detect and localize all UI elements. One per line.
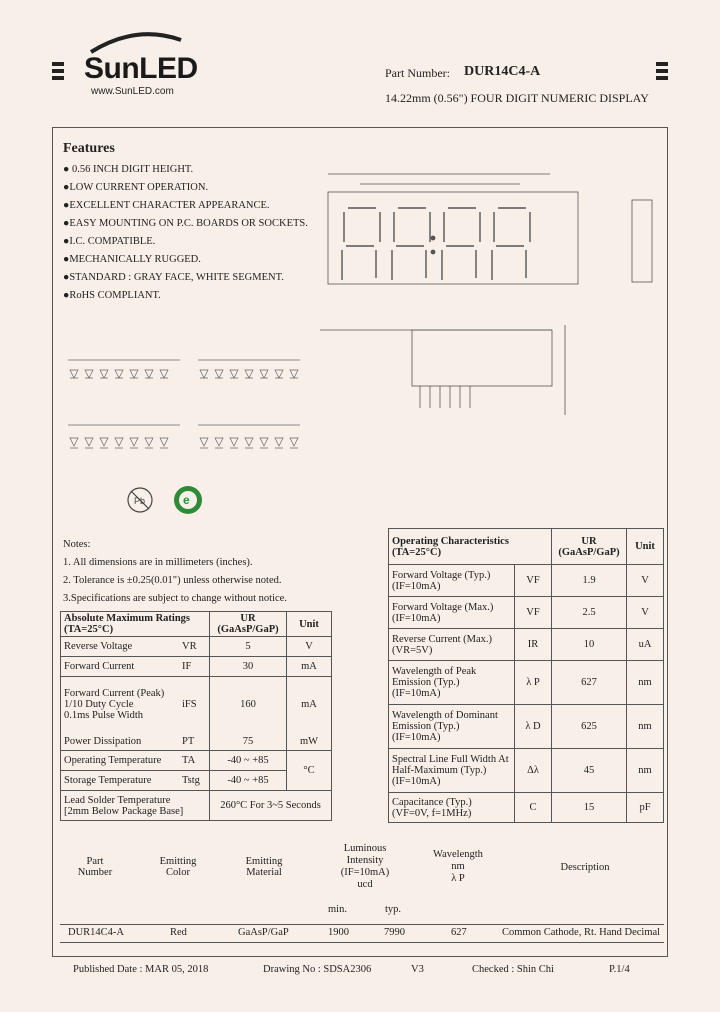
feature-item: ●I.C. COMPATIBLE. — [63, 236, 156, 247]
abs-sym: TA — [179, 751, 210, 771]
op-unit: V — [627, 565, 664, 597]
abs-sym: VR — [179, 637, 210, 657]
abs-col-unit: Unit — [287, 612, 332, 637]
product-table-divider — [60, 924, 664, 925]
abs-val: 30 — [210, 657, 287, 677]
abs-val: -40 ~ +85 — [210, 751, 287, 771]
abs-unit: mW — [287, 733, 332, 751]
op-param: Forward Voltage (Max.) (IF=10mA) — [389, 597, 515, 629]
op-sym: λ D — [515, 705, 552, 749]
abs-unit: °C — [287, 751, 332, 791]
feature-item: ●RoHS COMPLIANT. — [63, 290, 161, 301]
solder-val: 260°C For 3~5 Seconds — [210, 791, 332, 821]
col-description: Description — [560, 862, 610, 873]
abs-sym: IF — [179, 657, 210, 677]
corner-mark — [656, 69, 668, 73]
product-part: DUR14C4-A — [68, 927, 125, 938]
logo-arc-icon — [86, 28, 186, 54]
op-param: Wavelength of Dominant Emission (Typ.) (IF=10mA) — [389, 705, 515, 749]
abs-val: 5 — [210, 637, 287, 657]
feature-item: ●EASY MOUNTING ON P.C. BOARDS OR SOCKETS. — [63, 218, 308, 229]
logo-text: SunLED — [84, 52, 198, 85]
product-description: Common Cathode, Rt. Hand Decimal — [502, 927, 661, 938]
col-part-number: Part Number — [77, 856, 113, 878]
col-typ: typ. — [385, 904, 402, 915]
col-wavelength: Wavelength nm λ P — [433, 849, 483, 884]
product-wavelength: 627 — [451, 927, 467, 938]
corner-mark — [656, 76, 668, 80]
note-item: 3.Specifications are subject to change without notice. — [63, 593, 287, 604]
corner-mark — [52, 69, 64, 73]
product-typ: 7990 — [384, 927, 405, 938]
logo-url: www.SunLED.com — [91, 86, 174, 97]
abs-unit: mA — [287, 677, 332, 733]
rohs-icon — [172, 484, 204, 516]
col-min: min. — [328, 904, 347, 915]
abs-param: Storage Temperature — [61, 771, 180, 791]
op-unit: nm — [627, 661, 664, 705]
page-number: P.1/4 — [609, 964, 630, 975]
abs-val: 160 — [210, 677, 287, 733]
op-val: 10 — [552, 629, 627, 661]
op-param: Spectral Line Full Width At Half-Maximum (Typ.) (IF=10mA) — [389, 749, 515, 793]
op-param: Reverse Current (Max.) (VR=5V) — [389, 629, 515, 661]
drawing-number: Drawing No : SDSA2306 — [263, 964, 372, 975]
abs-col-ur: UR (GaAsP/GaP) — [210, 612, 287, 637]
feature-item: ● 0.56 INCH DIGIT HEIGHT. — [63, 164, 194, 175]
page-subtitle: 14.22mm (0.56") FOUR DIGIT NUMERIC DISPLAY — [385, 91, 649, 105]
pb-free-icon — [125, 485, 155, 515]
absolute-ratings-table — [60, 611, 332, 821]
op-sym: VF — [515, 597, 552, 629]
package-drawing — [320, 160, 660, 420]
op-val: 1.9 — [552, 565, 627, 597]
feature-item: ●STANDARD : GRAY FACE, WHITE SEGMENT. — [63, 272, 284, 283]
abs-table-title: Absolute Maximum Ratings (TA=25°C) — [61, 612, 210, 637]
corner-mark — [52, 62, 64, 66]
abs-val: -40 ~ +85 — [210, 771, 287, 791]
op-unit: uA — [627, 629, 664, 661]
abs-sym: iFS — [179, 677, 210, 733]
op-sym: VF — [515, 565, 552, 597]
svg-text:e: e — [183, 493, 190, 507]
op-sym: Δλ — [515, 749, 552, 793]
op-val: 625 — [552, 705, 627, 749]
operating-characteristics-table — [388, 528, 664, 823]
corner-mark — [656, 62, 668, 66]
note-item: 2. Tolerance is ±0.25(0.01") unless otherwise noted. — [63, 575, 282, 586]
op-val: 2.5 — [552, 597, 627, 629]
circuit-diagram — [60, 330, 320, 480]
op-val: 15 — [552, 793, 627, 823]
note-item: 1. All dimensions are in millimeters (inches). — [63, 557, 253, 568]
op-sym: C — [515, 793, 552, 823]
op-col-ur: UR (GaAsP/GaP) — [552, 529, 627, 565]
col-emitting-material: Emitting Material — [245, 856, 283, 878]
op-unit: pF — [627, 793, 664, 823]
corner-mark — [52, 76, 64, 80]
notes-title: Notes: — [63, 539, 91, 550]
version: V3 — [411, 964, 424, 975]
abs-param: Forward Current — [61, 657, 180, 677]
op-unit: nm — [627, 749, 664, 793]
abs-param: Forward Current (Peak) 1/10 Duty Cycle 0.1ms Pulse Width — [61, 677, 180, 733]
abs-param: Operating Temperature — [61, 751, 180, 771]
op-val: 45 — [552, 749, 627, 793]
op-param: Forward Voltage (Typ.) (IF=10mA) — [389, 565, 515, 597]
op-param: Wavelength of Peak Emission (Typ.) (IF=10mA) — [389, 661, 515, 705]
feature-item: ●EXCELLENT CHARACTER APPEARANCE. — [63, 200, 270, 211]
feature-item: ●MECHANICALLY RUGGED. — [63, 254, 201, 265]
abs-sym: PT — [179, 733, 210, 751]
op-val: 627 — [552, 661, 627, 705]
features-title: Features — [63, 141, 115, 156]
solder-param: Lead Solder Temperature [2mm Below Package Base] — [61, 791, 210, 821]
checked-by: Checked : Shin Chi — [472, 964, 554, 975]
op-col-unit: Unit — [627, 529, 664, 565]
part-number-label: Part Number: — [385, 66, 450, 80]
product-color: Red — [170, 927, 187, 938]
abs-param: Power Dissipation — [61, 733, 180, 751]
op-param: Capacitance (Typ.) (VF=0V, f=1MHz) — [389, 793, 515, 823]
published-date: Published Date : MAR 05, 2018 — [73, 964, 209, 975]
feature-item: ●LOW CURRENT OPERATION. — [63, 182, 209, 193]
abs-sym: Tstg — [179, 771, 210, 791]
col-emitting-color: Emitting Color — [159, 856, 197, 878]
op-table-title: Operating Characteristics (TA=25°C) — [389, 529, 552, 565]
op-sym: λ P — [515, 661, 552, 705]
col-luminous-intensity: Luminous Intensity (IF=10mA) ucd — [340, 843, 390, 890]
op-unit: V — [627, 597, 664, 629]
abs-unit: V — [287, 637, 332, 657]
op-sym: IR — [515, 629, 552, 661]
part-number: DUR14C4-A — [464, 64, 541, 79]
product-table-divider — [60, 942, 664, 943]
abs-val: 75 — [210, 733, 287, 751]
product-min: 1900 — [328, 927, 349, 938]
svg-text:Pb: Pb — [134, 496, 146, 506]
op-unit: nm — [627, 705, 664, 749]
product-material: GaAsP/GaP — [238, 927, 289, 938]
abs-unit: mA — [287, 657, 332, 677]
abs-param: Reverse Voltage — [61, 637, 180, 657]
